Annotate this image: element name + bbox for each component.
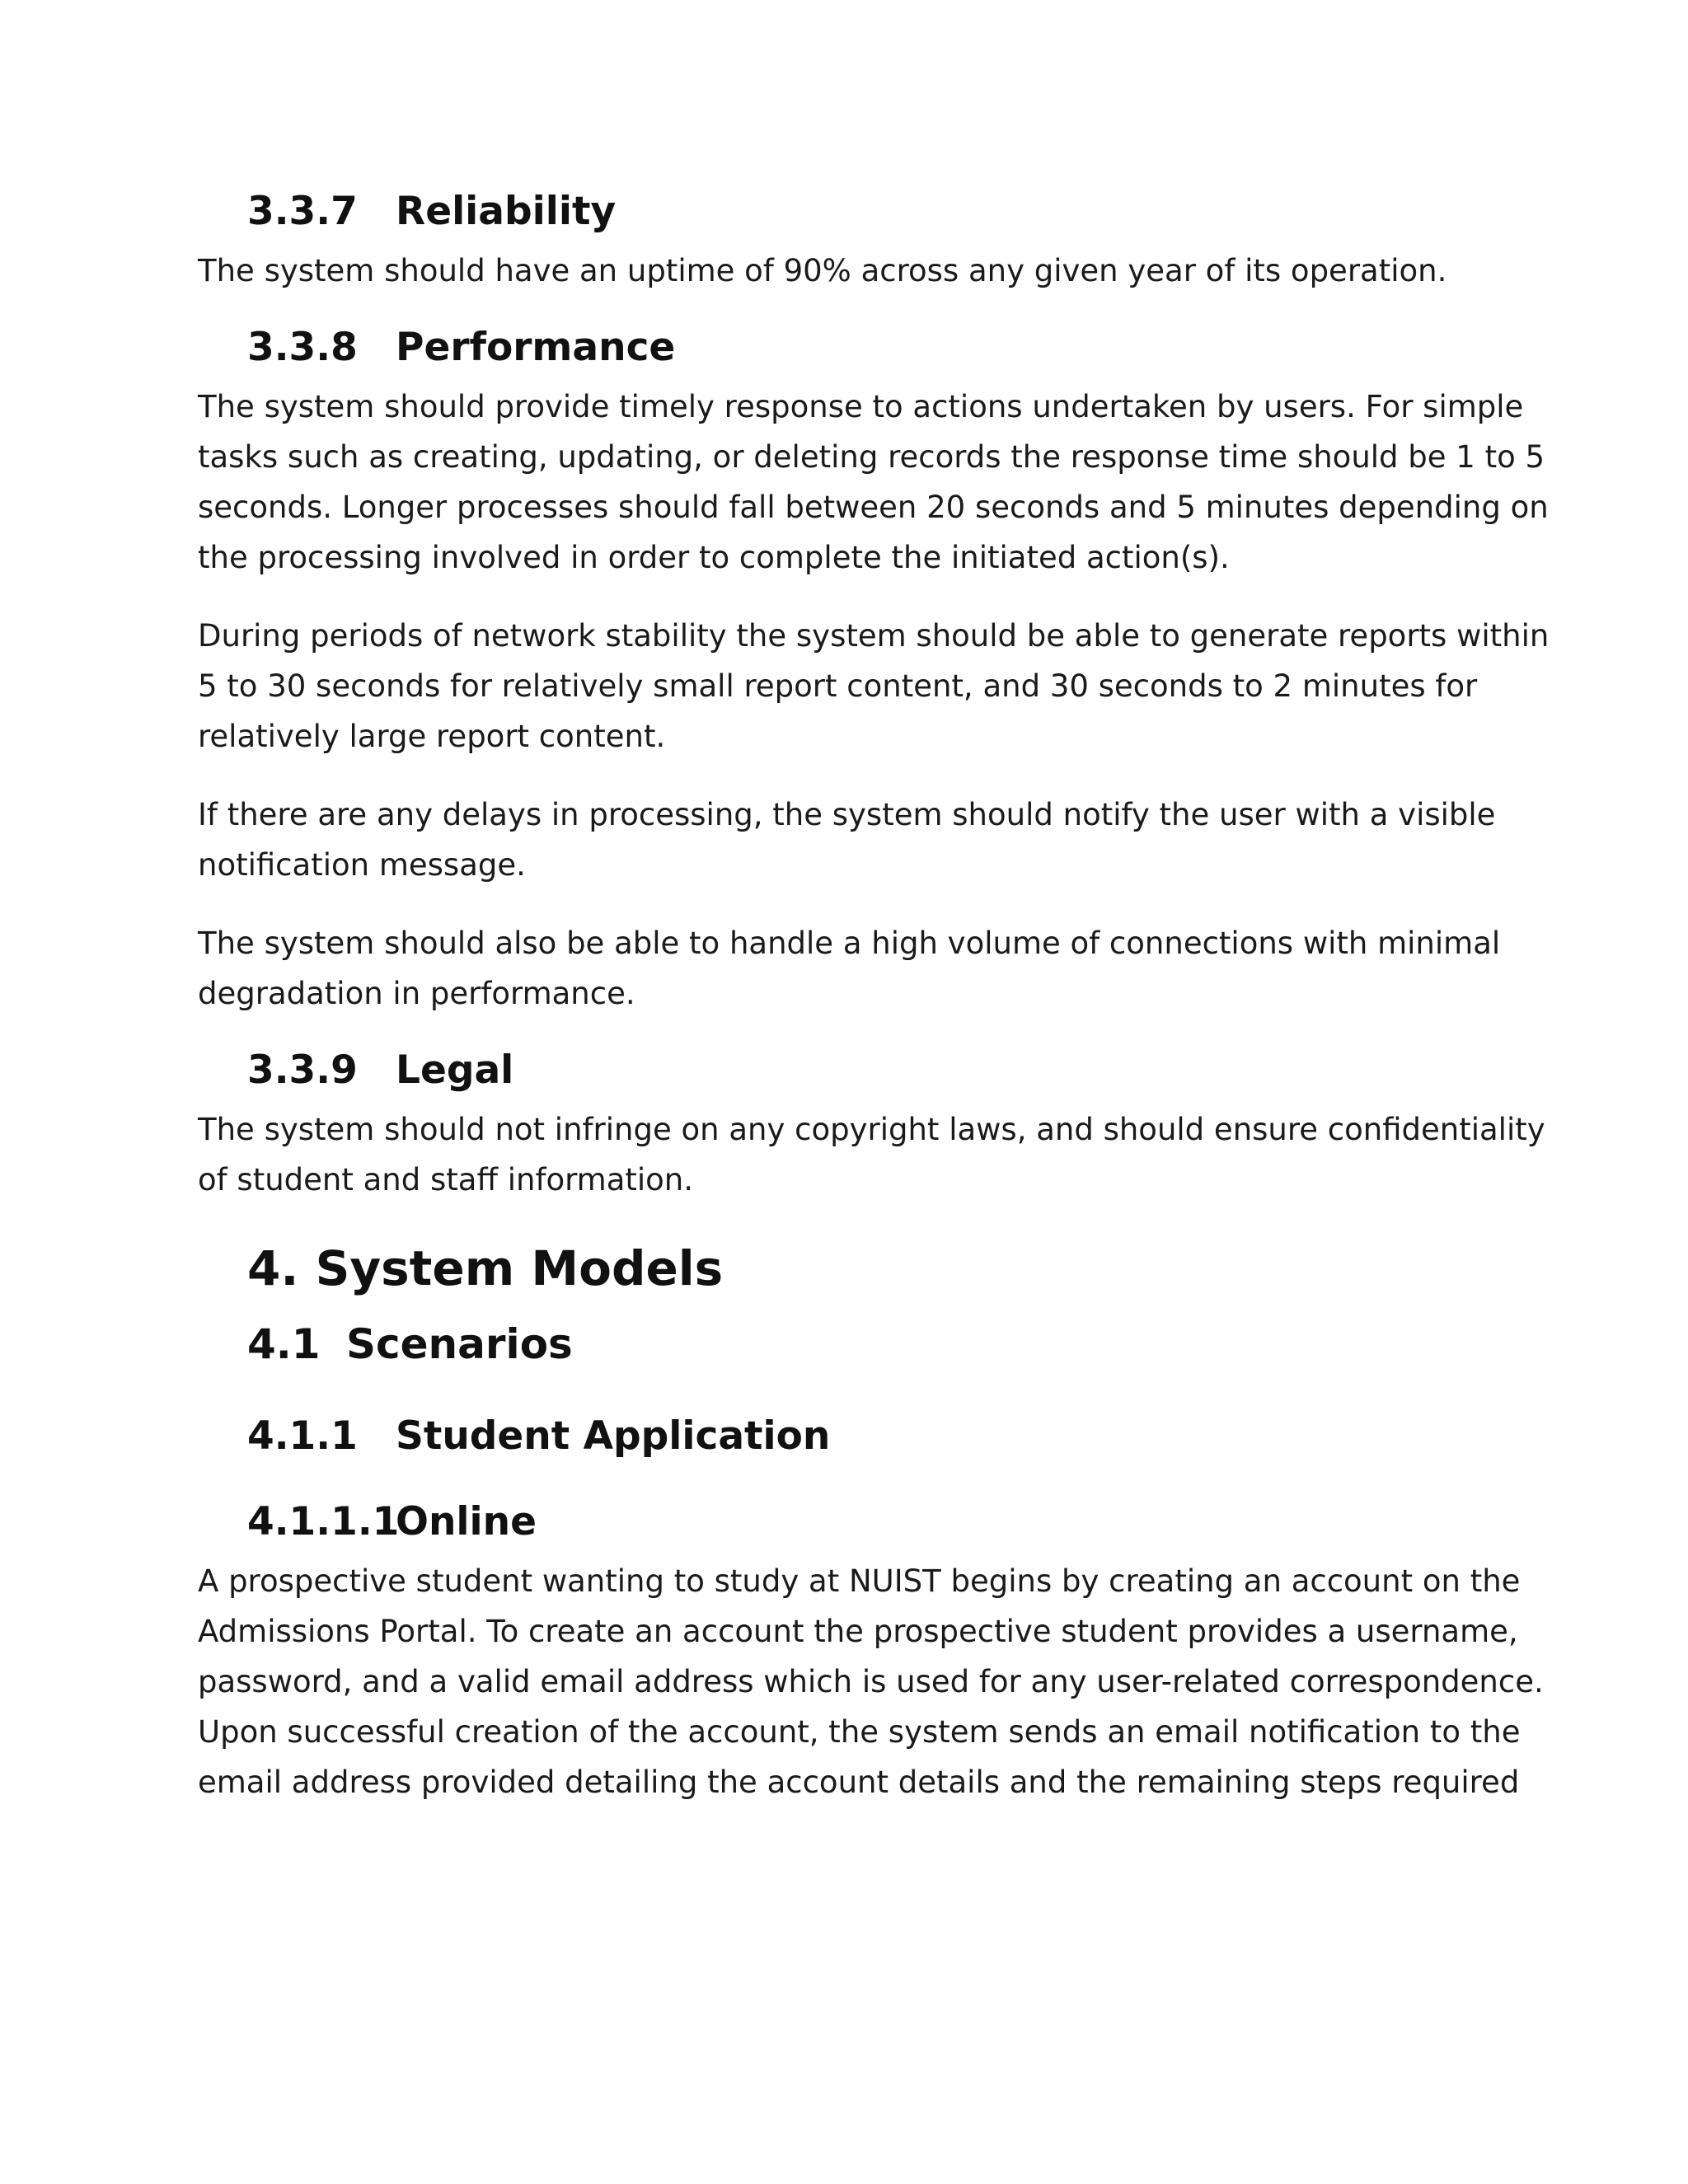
heading-number: 3.3.8 bbox=[247, 325, 358, 371]
heading-system-models bbox=[198, 1241, 1484, 1296]
text-line: of student and staff information. bbox=[198, 1162, 694, 1198]
heading-number: 4.1.1.1 bbox=[247, 1499, 400, 1545]
text-line: A prospective student wanting to study at NUIST begins by creating an account on the bbox=[198, 1563, 1521, 1600]
text-line: Admissions Portal. To create an account the prospective student provides a username, bbox=[198, 1614, 1518, 1650]
page-content bbox=[198, 189, 1550, 1807]
text-line: The system should have an uptime of 90% across any given year of its operation. bbox=[198, 253, 1447, 289]
heading-number: 3.3.7 bbox=[247, 189, 358, 234]
heading-online bbox=[198, 1500, 1484, 1544]
text-line: The system should provide timely response to actions undertaken by users. For simple bbox=[198, 389, 1524, 425]
text-line: degradation in performance. bbox=[198, 976, 635, 1012]
text-line: password, and a valid email address which is used for any user-related correspondence. bbox=[198, 1664, 1544, 1700]
heading-legal bbox=[198, 1048, 1484, 1093]
text-line: tasks such as creating, updating, or deleting records the response time should be 1 to 5 bbox=[198, 439, 1545, 476]
heading-title: Reliability bbox=[396, 189, 617, 234]
text-line: notification message. bbox=[198, 847, 526, 883]
heading-number: 4.1.1 bbox=[247, 1413, 358, 1460]
text-line: If there are any delays in processing, the system should notify the user with a visible bbox=[198, 797, 1496, 833]
heading-student-application bbox=[198, 1414, 1484, 1459]
text-line: seconds. Longer processes should fall between 20 seconds and 5 minutes depending on bbox=[198, 490, 1549, 526]
heading-title: Online bbox=[396, 1499, 537, 1545]
paragraph-performance-1 bbox=[198, 382, 1549, 583]
text-line: 5 to 30 seconds for relatively small report content, and 30 seconds to 2 minutes for bbox=[198, 668, 1478, 705]
text-line: During periods of network stability the system should be able to generate reports within bbox=[198, 618, 1550, 654]
paragraph-performance-3 bbox=[198, 790, 1496, 890]
heading-title: Performance bbox=[396, 325, 676, 371]
text-line: the processing involved in order to complete the initiated action(s). bbox=[198, 540, 1230, 576]
heading-title: 4. System Models bbox=[247, 1240, 724, 1297]
heading-title: Scenarios bbox=[346, 1319, 573, 1368]
text-line: The system should also be able to handle a high volume of connections with minimal bbox=[198, 926, 1501, 962]
paragraph-performance-2 bbox=[198, 611, 1550, 762]
paragraph-reliability bbox=[198, 246, 1484, 296]
heading-title: Student Application bbox=[396, 1413, 831, 1460]
heading-title: Legal bbox=[396, 1047, 514, 1094]
heading-reliability bbox=[198, 190, 1484, 234]
text-line: email address provided detailing the account details and the remaining steps required bbox=[198, 1765, 1520, 1801]
text-line: Upon successful creation of the account, the system sends an email notification to the bbox=[198, 1714, 1521, 1750]
heading-number: 3.3.9 bbox=[247, 1047, 358, 1094]
text-line: relatively large report content. bbox=[198, 719, 666, 755]
paragraph-online bbox=[198, 1556, 1544, 1807]
heading-scenarios bbox=[198, 1321, 1484, 1369]
text-line: The system should not infringe on any copyright laws, and should ensure confidentiality bbox=[198, 1112, 1545, 1148]
heading-performance bbox=[198, 326, 1484, 370]
heading-number: 4.1 bbox=[247, 1319, 321, 1368]
paragraph-performance-4 bbox=[198, 918, 1501, 1019]
paragraph-legal bbox=[198, 1104, 1545, 1205]
